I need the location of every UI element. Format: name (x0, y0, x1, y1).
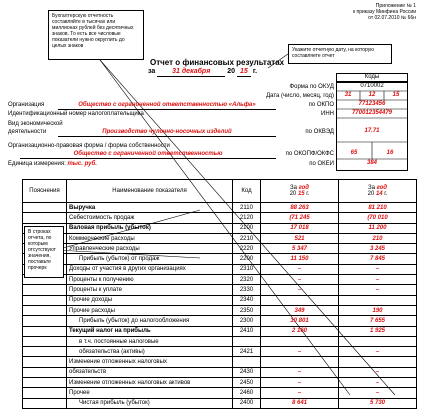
row-value-period-1 (261, 357, 339, 367)
row-value-period-1: – (261, 367, 339, 377)
row-value-period-2: – (339, 388, 417, 398)
codes-header: Коды (336, 73, 408, 82)
period1-za: За (289, 185, 297, 191)
row-code: 2460 (233, 388, 261, 398)
table-row (23, 264, 417, 274)
table-row (23, 305, 417, 315)
form-value: Общество с ограниченной ответственностью (20, 151, 276, 159)
financial-results-table (22, 179, 417, 409)
row-name: Прочие расходы (67, 305, 233, 315)
row-value-period-2: – (339, 367, 417, 377)
row-value-period-1: 8 641 (261, 398, 339, 408)
unit-label: Единица измерения: (8, 161, 66, 167)
row-value-period-1: (71 245 (261, 213, 339, 223)
row-name: Выручка (67, 203, 233, 213)
row-value-period-2: 190 (339, 305, 417, 315)
row-value-period-2: 11 200 (339, 223, 417, 233)
report-title: Отчет о финансовых результатах (150, 58, 285, 67)
row-explanation (23, 203, 67, 213)
header-explanations: Пояснения (23, 180, 67, 203)
period1-year: 15 (297, 191, 305, 197)
row-code: 2450 (233, 378, 261, 388)
table-row (23, 295, 417, 305)
table-row (23, 203, 417, 213)
row-code: 2320 (233, 275, 261, 285)
row-name: Себестоимость продаж (67, 213, 233, 223)
row-name: Коммерческие расходы (67, 233, 233, 243)
period1-suffix: г. (306, 191, 310, 197)
row-explanation (23, 213, 67, 223)
okud-label: Форма по ОКУД (289, 84, 334, 90)
activity-label-1: Вид экономической (8, 121, 63, 127)
row-name: Изменение отложенных налоговых активов (67, 378, 233, 388)
table-row (23, 254, 417, 264)
row-value-period-1: 5 347 (261, 244, 339, 254)
row-explanation (23, 326, 67, 336)
row-explanation (23, 295, 67, 305)
units-note-text: Бухгалтерскую отчетность составляйте в тысячах или миллионах рублей без десятичных знаков. То есть все числовые показатели нужно округлить до целых знаков (52, 13, 134, 49)
row-value-period-2: 210 (339, 233, 417, 243)
missing-note (24, 226, 64, 278)
appendix-line-1: Приложение № 1 (375, 3, 416, 9)
table-row (23, 357, 417, 367)
okpo-value: 77123456 (358, 101, 386, 107)
table-row (23, 275, 417, 285)
header-period-1 (261, 180, 339, 203)
row-code: 2330 (233, 285, 261, 295)
okei-label: по ОКЕИ (309, 161, 334, 167)
row-explanation (23, 378, 67, 388)
date-label: Дата (число, месяц, год) (266, 93, 334, 99)
row-explanation (23, 357, 67, 367)
row-value-period-2: – (339, 378, 417, 388)
row-value-period-2: (70 010 (339, 213, 417, 223)
row-value-period-1: 17 018 (261, 223, 339, 233)
period2-word: год (376, 185, 388, 191)
date-month: 12 (368, 92, 376, 98)
row-name: Проценты к уплате (67, 285, 233, 295)
row-value-period-2: 5 730 (339, 398, 417, 408)
table-row (23, 326, 417, 336)
row-name: Прочее (67, 388, 233, 398)
report-date-value: 31 декабря (157, 68, 225, 77)
table-row (23, 347, 417, 357)
row-value-period-1: 88 263 (261, 203, 339, 213)
row-code: 2421 (233, 347, 261, 357)
row-name: Текущий налог на прибыль (67, 326, 233, 336)
row-name: Управленческие расходы (67, 244, 233, 254)
table-row (23, 367, 417, 377)
row-value-period-2 (339, 357, 417, 367)
inn-label: ИНН (321, 111, 334, 117)
row-code: 2340 (233, 295, 261, 305)
row-value-period-2: – (339, 347, 417, 357)
header-period-2 (339, 180, 417, 203)
row-code: 2310 (233, 264, 261, 274)
row-code (233, 357, 261, 367)
row-value-period-2: 1 925 (339, 326, 417, 336)
row-value-period-1: 2 160 (261, 326, 339, 336)
appendix-line-2: к приказу Минфина России (352, 9, 416, 15)
okfs-value: 16 (386, 150, 394, 156)
okved-value: 17.71 (364, 128, 380, 134)
table-row (23, 336, 417, 346)
row-explanation (23, 398, 67, 408)
row-value-period-1 (261, 336, 339, 346)
row-value-period-1: – (261, 378, 339, 388)
row-code: 2300 (233, 316, 261, 326)
period1-word: год (298, 185, 310, 191)
table-row (23, 378, 417, 388)
inn-label-left: Идентификационный номер налогоплательщика (8, 111, 144, 117)
row-name: Проценты к получению (67, 275, 233, 285)
row-name: в т.ч. постоянные налоговые (67, 336, 233, 346)
table-row (23, 398, 417, 408)
row-value-period-1: – (261, 285, 339, 295)
row-explanation (23, 388, 67, 398)
row-code: 2210 (233, 233, 261, 243)
header-code: Код (233, 180, 261, 203)
row-value-period-1: 349 (261, 305, 339, 315)
table-row (23, 285, 417, 295)
row-value-period-1 (261, 295, 339, 305)
row-value-period-2: 3 245 (339, 244, 417, 254)
row-explanation (23, 367, 67, 377)
row-code: 2110 (233, 203, 261, 213)
row-code: 2430 (233, 367, 261, 377)
okopf-label: по ОКОПФ/ОКФС (285, 151, 334, 157)
okved-label: по ОКВЭД (305, 129, 334, 135)
period2-suffix: г. (384, 191, 388, 197)
org-label: Организация (8, 102, 45, 108)
row-explanation (23, 285, 67, 295)
row-name: Прибыль (убыток) до налогообложения (67, 316, 233, 326)
row-value-period-2: – (339, 275, 417, 285)
row-name: Прочие доходы (67, 295, 233, 305)
row-value-period-1: 11 150 (261, 254, 339, 264)
row-name: обязательств (67, 367, 233, 377)
row-code (233, 336, 261, 346)
activity-value: Производство чулочно-носочных изделий (58, 129, 276, 137)
row-code: 2410 (233, 326, 261, 336)
okei-value: 384 (366, 160, 377, 166)
row-value-period-2 (339, 336, 417, 346)
unit-value: тыс. руб. (67, 161, 97, 167)
org-value: Общество с ограниченной ответственностью «Альфа» (58, 102, 276, 110)
unit-line (8, 161, 97, 168)
period1-prefix: 20 (289, 191, 297, 197)
header-name: Наименование показателя (67, 180, 233, 203)
report-year-value: 15 (237, 68, 251, 77)
row-name: Чистая прибыль (убыток) (67, 398, 233, 408)
row-code: 2350 (233, 305, 261, 315)
period2-prefix: 20 (367, 191, 375, 197)
row-value-period-2: 81 210 (339, 203, 417, 213)
row-explanation (23, 316, 67, 326)
table-row (23, 213, 417, 223)
row-value-period-2: – (339, 264, 417, 274)
okpo-label: по ОКПО (308, 102, 334, 108)
row-value-period-2 (339, 295, 417, 305)
form-label: Организационно-правовая форма / форма собственности (8, 143, 170, 149)
date-year: 15 (392, 92, 400, 98)
title-for: за (148, 68, 156, 75)
row-code: 2100 (233, 223, 261, 233)
table-row (23, 244, 417, 254)
row-value-period-1: – (261, 275, 339, 285)
table-row (23, 233, 417, 243)
row-name: Прибыль (убыток) от продаж (67, 254, 233, 264)
row-explanation (23, 336, 67, 346)
row-name: Изменение отложенных налоговых (67, 357, 233, 367)
table-body (23, 203, 417, 409)
inn-value: 770012354479 (351, 110, 393, 116)
title-year-prefix: 20 (227, 68, 235, 75)
okopf-value: 65 (350, 150, 358, 156)
row-value-period-1: – (261, 388, 339, 398)
row-code: 2120 (233, 213, 261, 223)
row-value-period-2: – (339, 285, 417, 295)
row-value-period-1: – (261, 264, 339, 274)
appendix-line-3: от 02.07.2010 № 66н (368, 15, 416, 21)
row-explanation (23, 305, 67, 315)
table-row (23, 316, 417, 326)
row-value-period-2: 7 655 (339, 316, 417, 326)
okud-value: 0710002 (360, 83, 384, 89)
row-name: Валовая прибыль (убыток) (67, 223, 233, 233)
table-header-row (23, 180, 417, 203)
title-year-suffix: г. (252, 68, 258, 75)
table-row (23, 388, 417, 398)
year-note-text: Укажите отчетную дату, на которую составляете отчет (292, 47, 374, 59)
row-value-period-1: 10 801 (261, 316, 339, 326)
row-code: 2220 (233, 244, 261, 254)
row-code: 2200 (233, 254, 261, 264)
row-name: обязательства (активы) (67, 347, 233, 357)
row-name: Доходы от участия в других организациях (67, 264, 233, 274)
row-explanation (23, 347, 67, 357)
row-value-period-1: 521 (261, 233, 339, 243)
period2-za: За (367, 185, 375, 191)
date-day: 31 (344, 92, 352, 98)
period2-year: 14 (375, 191, 383, 197)
table-row (23, 223, 417, 233)
row-code: 2400 (233, 398, 261, 408)
row-value-period-2: 7 845 (339, 254, 417, 264)
row-value-period-1: – (261, 347, 339, 357)
activity-label-2: деятельности (8, 129, 47, 135)
missing-note-text: В строках отчета, по которым отсутствуют значения, поставьте прочерк (28, 229, 56, 271)
